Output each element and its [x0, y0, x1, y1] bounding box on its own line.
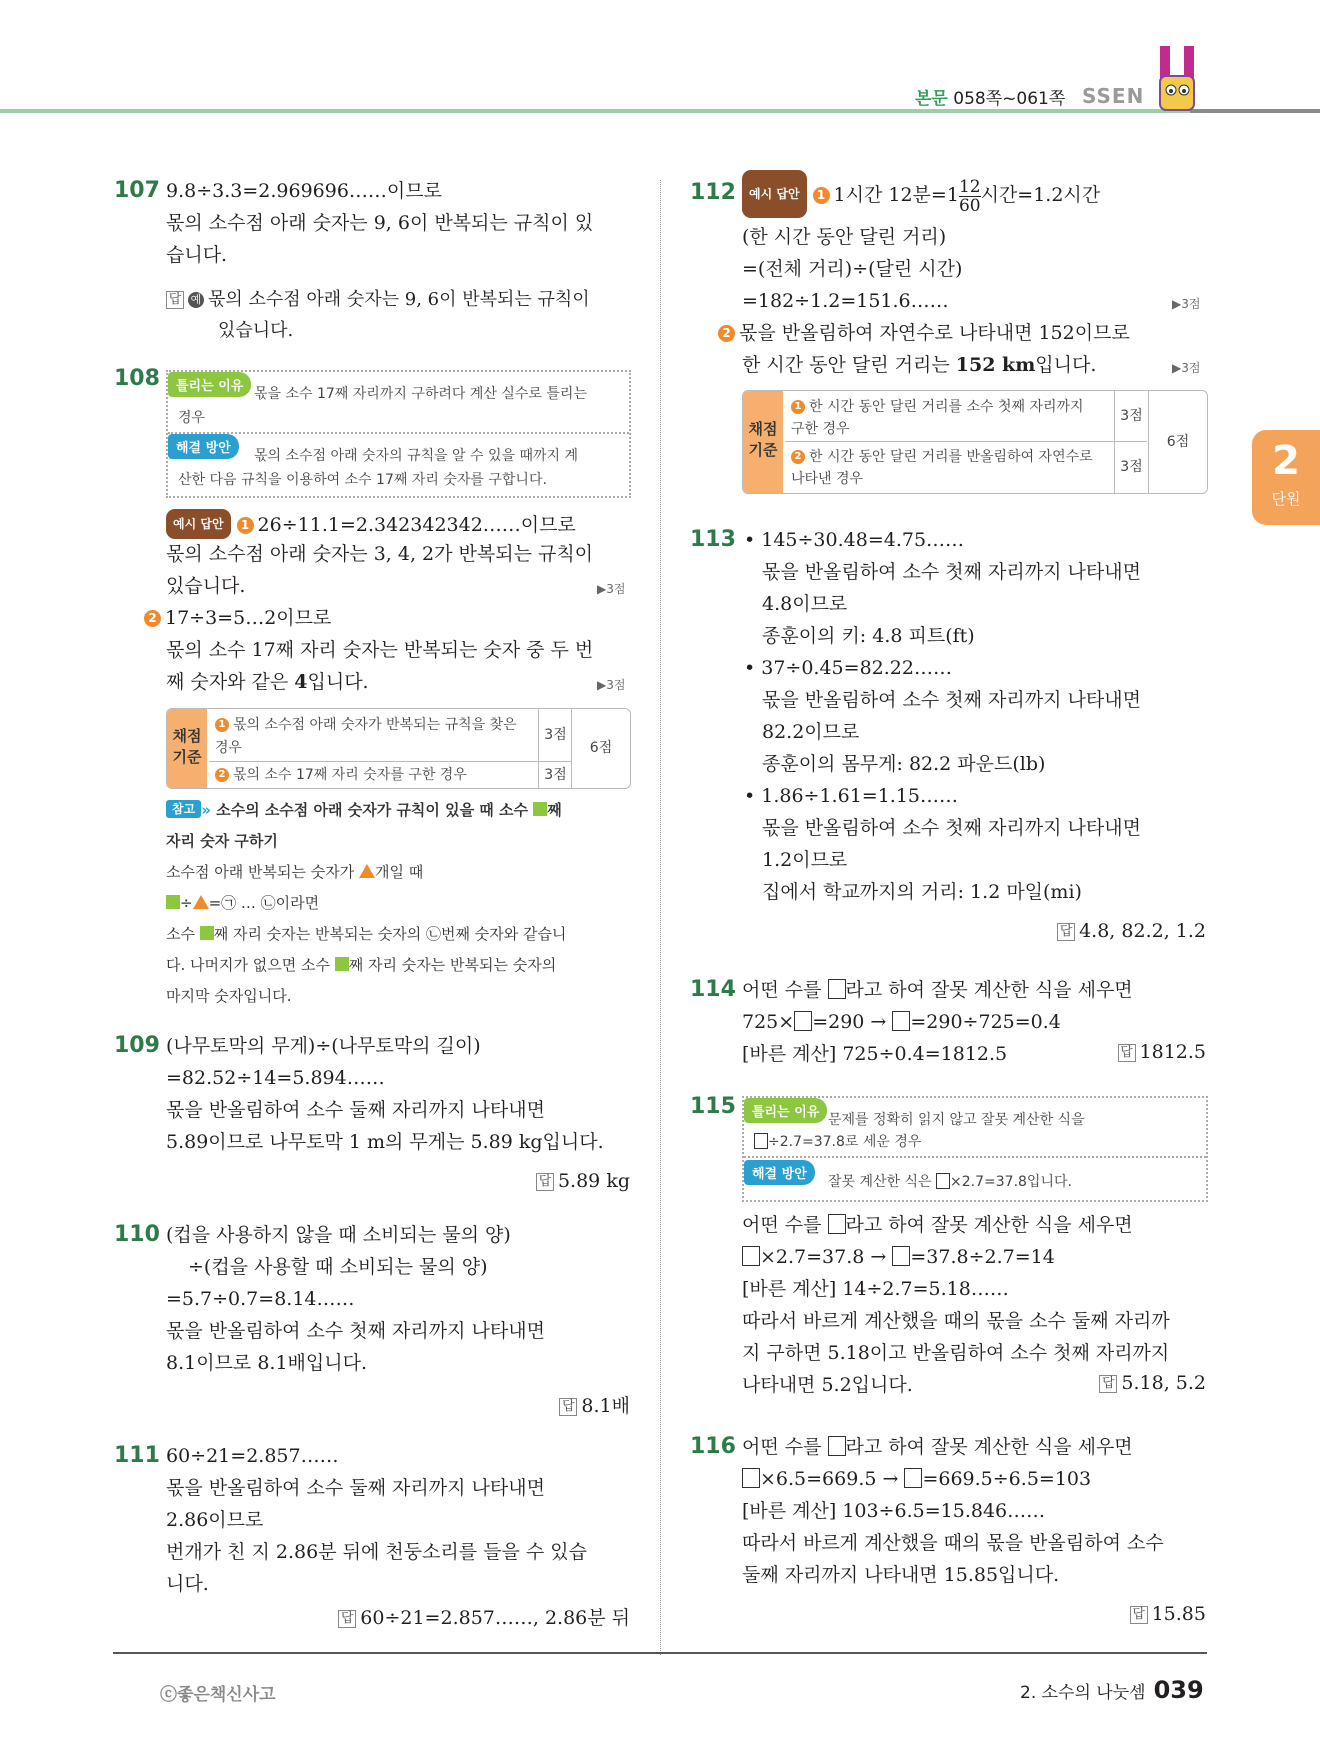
- mascot-badge-icon: [1158, 46, 1198, 118]
- p108-fix-1: 몫의 소수점 아래 숫자의 규칙을 알 수 있을 때까지 계: [254, 448, 579, 464]
- note-line-3: [166, 919, 636, 950]
- blank-box-icon: [892, 1246, 910, 1266]
- rubric-label-text: 채점 기준: [172, 727, 202, 766]
- p114-line-1b: 라고 하여 잘못 계산한 식을 세우면: [845, 979, 1133, 1001]
- p108-line-6-bold: 4: [294, 671, 308, 693]
- header-ref-label: 본문: [915, 89, 948, 109]
- p113-line-10: 몫을 반올림하여 소수 첫째 자리까지 나타내면: [762, 817, 1141, 839]
- p107-line-1: 9.8÷3.3=2.969696……이므로: [166, 180, 442, 202]
- p107-answer-line-1: 몫의 소수점 아래 숫자는 9, 6이 반복되는 규칙이: [208, 289, 590, 310]
- rubric-total: 6점: [571, 709, 630, 788]
- answer-mark: 답: [166, 291, 184, 309]
- answer-mark: 답: [536, 1173, 554, 1191]
- note-line-4b: 째 자리 숫자는 반복되는 숫자의: [348, 956, 557, 974]
- mistake-reason-tag: [168, 372, 251, 397]
- p108-points-1: ▶3점: [597, 582, 626, 596]
- rubric-row-2-points: 3점: [538, 762, 572, 788]
- p115-reason-2: [754, 1131, 921, 1151]
- p108-reason-2: 경우: [178, 410, 206, 426]
- problem-number-113: 113: [690, 527, 736, 552]
- p116-line-2: [742, 1466, 1091, 1492]
- problem-number-116: 116: [690, 1434, 736, 1459]
- rubric-row-1-text: 1 한 시간 동안 달린 거리를 소수 첫째 자리까지: [791, 396, 1084, 416]
- p113-line-11: 1.2이므로: [762, 849, 848, 871]
- p115-line-3: [바른 계산] 14÷2.7=5.18……: [742, 1278, 1009, 1300]
- p109-line-4: 5.89이므로 나무토막 1 m의 무게는 5.89 kg입니다.: [166, 1131, 604, 1153]
- p116-answer: [1130, 1603, 1206, 1625]
- green-square-icon: [200, 926, 214, 940]
- rubric-row-1-points: 3점: [538, 709, 572, 761]
- p113-line-3: 4.8이므로: [762, 593, 848, 615]
- note-line-1b: 개일 때: [374, 863, 424, 881]
- p116-line-4: 따라서 바르게 계산했을 때의 몫을 반올림하여 소수: [742, 1532, 1164, 1554]
- p112-line-1: [742, 170, 1100, 218]
- p116-line-2a: ×6.5=669.5 →: [760, 1468, 905, 1490]
- p111-line-4: 번개가 친 지 2.86분 뒤에 천둥소리를 들을 수 있습: [166, 1541, 587, 1563]
- p108-line-2: 몫의 소수점 아래 숫자는 3, 4, 2가 반복되는 규칙이: [166, 543, 594, 565]
- p112-line-6: [742, 352, 1096, 378]
- example-answer-pill: 예시 답안: [166, 509, 231, 539]
- problem-number-114: 114: [690, 977, 736, 1002]
- p114-answer-text: 1812.5: [1139, 1041, 1206, 1063]
- note-title-1: 참고 » 소수의 소수점 아래 숫자가 규칙이 있을 때 소수 째: [166, 795, 636, 826]
- column-divider: [660, 180, 661, 1655]
- p116-line-5: 둘째 자리까지 나타내면 15.85입니다.: [742, 1564, 1060, 1586]
- green-square-icon: [335, 957, 349, 971]
- p112-line-6c: 입니다.: [1035, 354, 1097, 376]
- problem-number-109: 109: [114, 1033, 160, 1058]
- p115-line-2a: ×2.7=37.8 →: [760, 1246, 893, 1268]
- problem-number-112: 112: [690, 180, 736, 205]
- answer-mark: 답: [1057, 923, 1075, 941]
- rubric-row-2-text: 2 몫의 소수 17째 자리 숫자를 구한 경우: [215, 764, 467, 784]
- solution-tag: [168, 434, 239, 459]
- fraction-numerator: 12: [958, 176, 981, 197]
- box-separator: [744, 1156, 1206, 1158]
- p116-line-1: [742, 1434, 1133, 1460]
- p108-line-3: 있습니다.: [166, 575, 246, 597]
- mistake-reason-label: 틀리는 이유: [744, 1098, 827, 1123]
- p110-answer: [559, 1391, 630, 1418]
- mistake-reason-tag: [744, 1098, 827, 1123]
- rubric-row-1a: 한 시간 동안 달린 거리를 소수 첫째 자리까지: [809, 399, 1084, 415]
- p114-line-2: [742, 1009, 1061, 1035]
- p113-line-6: 몫을 반올림하여 소수 첫째 자리까지 나타내면: [762, 689, 1141, 711]
- p108-line-6: [166, 669, 369, 695]
- p116-line-1a: 어떤 수를: [742, 1436, 828, 1458]
- p116-line-3: [바른 계산] 103÷6.5=15.846……: [742, 1500, 1046, 1522]
- p111-answer-text: 60÷21=2.857……, 2.86분 뒤: [360, 1607, 630, 1629]
- solution-tag: [744, 1160, 815, 1185]
- note-title-text: 소수의 소수점 아래 숫자가 규칙이 있을 때 소수: [216, 801, 528, 819]
- footer-page-info: [1020, 1676, 1204, 1704]
- step-2-icon: 2: [718, 325, 735, 342]
- p108-line-6a: 째 숫자와 같은: [166, 671, 295, 693]
- p108-reason-1: 몫을 소수 17째 자리까지 구하려다 계산 실수로 틀리는: [254, 386, 587, 402]
- p111-line-2: 몫을 반올림하여 소수 둘째 자리까지 나타내면: [166, 1477, 545, 1499]
- header-ref-pages: 058쪽~061쪽: [953, 89, 1066, 109]
- blank-box-icon: [892, 1011, 910, 1031]
- p112-line-4: =182÷1.2=151.6……: [742, 290, 949, 312]
- answer-mark: 답: [338, 1610, 356, 1628]
- answer-mark: 답: [1130, 1606, 1148, 1624]
- p108-line-4-text: 17÷3=5…2이므로: [165, 607, 332, 629]
- problem-number-110: 110: [114, 1222, 160, 1247]
- blank-box-icon: [742, 1246, 760, 1266]
- rubric-row-2-text: 2 한 시간 동안 달린 거리를 반올림하여 자연수로: [791, 446, 1093, 466]
- p110-answer-text: 8.1배: [581, 1395, 630, 1417]
- blank-box-icon: [742, 1468, 760, 1488]
- header-rule: [0, 109, 1320, 113]
- step-2-icon: 2: [144, 610, 161, 627]
- solution-label: 해결 방안: [168, 434, 239, 459]
- p108-line-1: [166, 509, 576, 539]
- p112-line-6a: 한 시간 동안 달린 거리는: [742, 354, 956, 376]
- fraction-denominator: 60: [958, 195, 981, 216]
- note-line-2: [166, 888, 636, 919]
- p112-line-6-bold: 152 km: [955, 354, 1036, 376]
- p113-line-1: • 145÷30.48=4.75……: [744, 529, 965, 551]
- p112-points-1: ▶3점: [1172, 297, 1201, 311]
- header-rule-end: [1190, 109, 1320, 113]
- rubric-row-2-points: 3점: [1114, 442, 1148, 493]
- problem-number-115: 115: [690, 1094, 736, 1119]
- p114-answer: [1118, 1041, 1206, 1063]
- p115-line-1b: 라고 하여 잘못 계산한 식을 세우면: [845, 1214, 1133, 1236]
- note-line-4a: 다. 나머지가 없으면 소수: [166, 956, 335, 974]
- blank-box-icon: [904, 1468, 922, 1488]
- rubric-label: [743, 391, 783, 493]
- p109-answer-text: 5.89 kg: [557, 1170, 630, 1192]
- p114-line-1: [742, 977, 1133, 1003]
- p114-line-3: [바른 계산] 725÷0.4=1812.5: [742, 1043, 1008, 1065]
- green-square-icon: [533, 802, 547, 816]
- p108-note: [166, 795, 636, 1012]
- orange-triangle-icon: [193, 895, 209, 909]
- p108-fix-2: 산한 다음 규칙을 이용하여 소수 17째 자리 숫자를 구합니다.: [178, 472, 547, 488]
- blank-box-icon: [828, 1214, 846, 1234]
- rubric-row-1b: 경우: [215, 740, 243, 756]
- solution-label: 해결 방안: [744, 1160, 815, 1185]
- p113-line-7: 82.2이므로: [762, 721, 860, 743]
- p113-line-12: 집에서 학교까지의 거리: 1.2 마일(mi): [762, 881, 1082, 903]
- step-1-icon: 1: [813, 187, 830, 204]
- blank-box-icon: [828, 979, 846, 999]
- p114-line-2b: =290 →: [812, 1011, 893, 1033]
- p115-line-2b: =37.8÷2.7=14: [910, 1246, 1055, 1268]
- p112-line-1a: 1시간 12분=1: [833, 184, 959, 206]
- rubric-row-2b: 나타낸 경우: [791, 471, 864, 487]
- note-line-1: [166, 857, 636, 888]
- p108-line-6c: 입니다.: [307, 671, 369, 693]
- p111-line-1: 60÷21=2.857……: [166, 1445, 339, 1467]
- p113-line-2: 몫을 반올림하여 소수 첫째 자리까지 나타내면: [762, 561, 1141, 583]
- p108-mistake-box: [166, 370, 631, 498]
- blank-box-icon: [936, 1173, 950, 1189]
- p116-answer-text: 15.85: [1151, 1603, 1206, 1625]
- p108-line-1-text: 26÷11.1=2.342342342……이므로: [257, 514, 576, 536]
- p115-line-1a: 어떤 수를: [742, 1214, 828, 1236]
- note-line-2a: ÷: [180, 894, 193, 912]
- p115-fix-1b: ×2.7=37.8입니다.: [950, 1174, 1072, 1190]
- p108-rubric-table: [166, 708, 631, 789]
- answer-mark: 답: [559, 1398, 577, 1416]
- p110-line-5: 8.1이므로 8.1배입니다.: [166, 1352, 367, 1374]
- p114-line-2a: 725×: [742, 1011, 795, 1033]
- chapter-number: 2: [1272, 438, 1300, 484]
- p108-line-4: [144, 605, 331, 631]
- page-number: 039: [1153, 1676, 1204, 1704]
- rubric-row-1-points: 3점: [1114, 391, 1148, 441]
- p115-line-6: 나타내면 5.2입니다.: [742, 1374, 913, 1396]
- p109-line-3: 몫을 반올림하여 소수 둘째 자리까지 나타내면: [166, 1099, 545, 1121]
- blank-box-icon: [794, 1011, 812, 1031]
- problem-number-107: 107: [114, 178, 160, 203]
- rubric-total: 6점: [1148, 391, 1207, 493]
- rubric-row-1: [209, 709, 538, 762]
- p112-line-5: [718, 320, 1130, 346]
- note-line-1a: 소수점 아래 반복되는 숫자가: [166, 863, 359, 881]
- p107-answer: [166, 287, 590, 313]
- p115-line-1: [742, 1212, 1133, 1238]
- p107-line-2: 몫의 소수점 아래 숫자는 9, 6이 반복되는 규칙이 있: [166, 212, 594, 234]
- p115-line-2: [742, 1244, 1055, 1270]
- answer-mark: 답: [1099, 1375, 1117, 1393]
- mistake-reason-label: 틀리는 이유: [168, 372, 251, 397]
- p115-answer: [1099, 1372, 1206, 1394]
- problem-number-108: 108: [114, 366, 160, 391]
- p115-line-4: 따라서 바르게 계산했을 때의 몫을 소수 둘째 자리까: [742, 1310, 1170, 1332]
- example-answer-pill: 예시 답안: [742, 170, 807, 218]
- note-tag: 참고: [166, 800, 201, 818]
- note-line-4: [166, 950, 636, 981]
- p115-answer-text: 5.18, 5.2: [1121, 1372, 1206, 1394]
- p111-line-3: 2.86이므로: [166, 1509, 264, 1531]
- p116-line-2b: =669.5÷6.5=103: [922, 1468, 1092, 1490]
- step-1-icon: 1: [237, 517, 254, 534]
- rubric-label-text: 채점 기준: [748, 420, 778, 459]
- p113-line-4: 종훈이의 키: 4.8 피트(ft): [762, 625, 975, 647]
- note-line-3a: 소수: [166, 925, 200, 943]
- footer-chapter: 2. 소수의 나눗셈: [1020, 1683, 1146, 1703]
- rubric-row-2: 몫의 소수 17째 자리 숫자를 구한 경우: [233, 767, 467, 783]
- p109-line-2: =82.52÷14=5.894……: [166, 1067, 385, 1089]
- p115-fix-1: [828, 1171, 1072, 1191]
- p115-line-5: 지 구하면 5.18이고 반올림하여 소수 첫째 자리까지: [742, 1342, 1170, 1364]
- p113-line-9: • 1.86÷1.61=1.15……: [744, 785, 959, 807]
- fraction: [959, 178, 981, 215]
- p116-line-1b: 라고 하여 잘못 계산한 식을 세우면: [845, 1436, 1133, 1458]
- p107-line-3: 습니다.: [166, 244, 228, 266]
- p111-answer: [338, 1603, 630, 1630]
- p113-answer-text: 4.8, 82.2, 1.2: [1079, 920, 1206, 942]
- header-page-ref: [915, 84, 1065, 109]
- rubric-label: [167, 709, 207, 788]
- chapter-tab: [1252, 430, 1320, 525]
- rubric-row-1-text: 1 몫의 소수점 아래 숫자가 반복되는 규칙을 찾은: [215, 714, 517, 734]
- p112-line-5-text: 몫을 반올림하여 자연수로 나타내면 152이므로: [739, 322, 1130, 344]
- p112-line-3: =(전체 거리)÷(달린 시간): [742, 258, 963, 280]
- footer-rule: [113, 1652, 1207, 1654]
- note-line-5: 마지막 숫자입니다.: [166, 987, 292, 1005]
- note-line-2b: =㉠ … ㉡이라면: [208, 894, 320, 912]
- p108-line-5: 몫의 소수 17째 자리 숫자는 반복되는 숫자 중 두 번: [166, 639, 594, 661]
- p110-line-2: ÷(컵을 사용할 때 소비되는 물의 양): [188, 1256, 488, 1278]
- orange-triangle-icon: [359, 864, 375, 878]
- rubric-row-1b: 구한 경우: [791, 421, 850, 437]
- green-square-icon: [166, 895, 180, 909]
- rubric-row-1: [785, 391, 1114, 442]
- p110-line-4: 몫을 반올림하여 소수 첫째 자리까지 나타내면: [166, 1320, 545, 1342]
- p112-line-1b: 시간=1.2시간: [980, 184, 1101, 206]
- note-title-suffix: 째: [547, 801, 562, 819]
- p114-line-1a: 어떤 수를: [742, 979, 828, 1001]
- p115-reason-2-text: ÷2.7=37.8로 세운 경우: [768, 1134, 922, 1150]
- p111-line-5: 니다.: [166, 1573, 209, 1595]
- p112-line-2: (한 시간 동안 달린 거리): [742, 226, 947, 248]
- rubric-row-1a: 몫의 소수점 아래 숫자가 반복되는 규칙을 찾은: [233, 717, 517, 733]
- brand-logo: SSEN: [1082, 84, 1145, 108]
- p108-points-2: ▶3점: [597, 678, 626, 692]
- p107-answer-line-2: 있습니다.: [218, 320, 294, 341]
- problem-number-111: 111: [114, 1443, 160, 1468]
- example-mark: 예: [188, 292, 204, 308]
- p113-answer: [1057, 920, 1206, 942]
- note-title-2: 자리 숫자 구하기: [166, 832, 278, 850]
- publisher-mark: ⓒ좋은책신사고: [160, 1685, 276, 1705]
- rubric-row-2a: 한 시간 동안 달린 거리를 반올림하여 자연수로: [809, 449, 1093, 465]
- p109-answer: [536, 1170, 630, 1192]
- answer-mark: 답: [1118, 1044, 1136, 1062]
- blank-box-icon: [754, 1133, 768, 1149]
- p113-line-5: • 37÷0.45=82.22……: [744, 657, 952, 679]
- p115-mistake-box: [742, 1096, 1208, 1202]
- blank-box-icon: [828, 1436, 846, 1456]
- p109-line-1: (나무토막의 무게)÷(나무토막의 길이): [166, 1035, 481, 1057]
- p110-line-3: =5.7÷0.7=8.14……: [166, 1288, 355, 1310]
- p112-points-2: ▶3점: [1172, 361, 1201, 375]
- p113-line-8: 종훈이의 몸무게: 82.2 파운드(lb): [762, 753, 1046, 775]
- p114-line-2c: =290÷725=0.4: [910, 1011, 1061, 1033]
- p110-line-1: (컵을 사용하지 않을 때 소비되는 물의 양): [166, 1224, 511, 1246]
- p115-reason-1: 문제를 정확히 읽지 않고 잘못 계산한 식을: [828, 1112, 1085, 1128]
- note-line-3b: 째 자리 숫자는 반복되는 숫자의 ㉡번째 숫자와 같습니: [213, 925, 567, 943]
- p112-rubric-table: [742, 390, 1208, 494]
- p115-fix-1a: 잘못 계산한 식은: [828, 1174, 937, 1190]
- chapter-label: 단원: [1271, 490, 1301, 508]
